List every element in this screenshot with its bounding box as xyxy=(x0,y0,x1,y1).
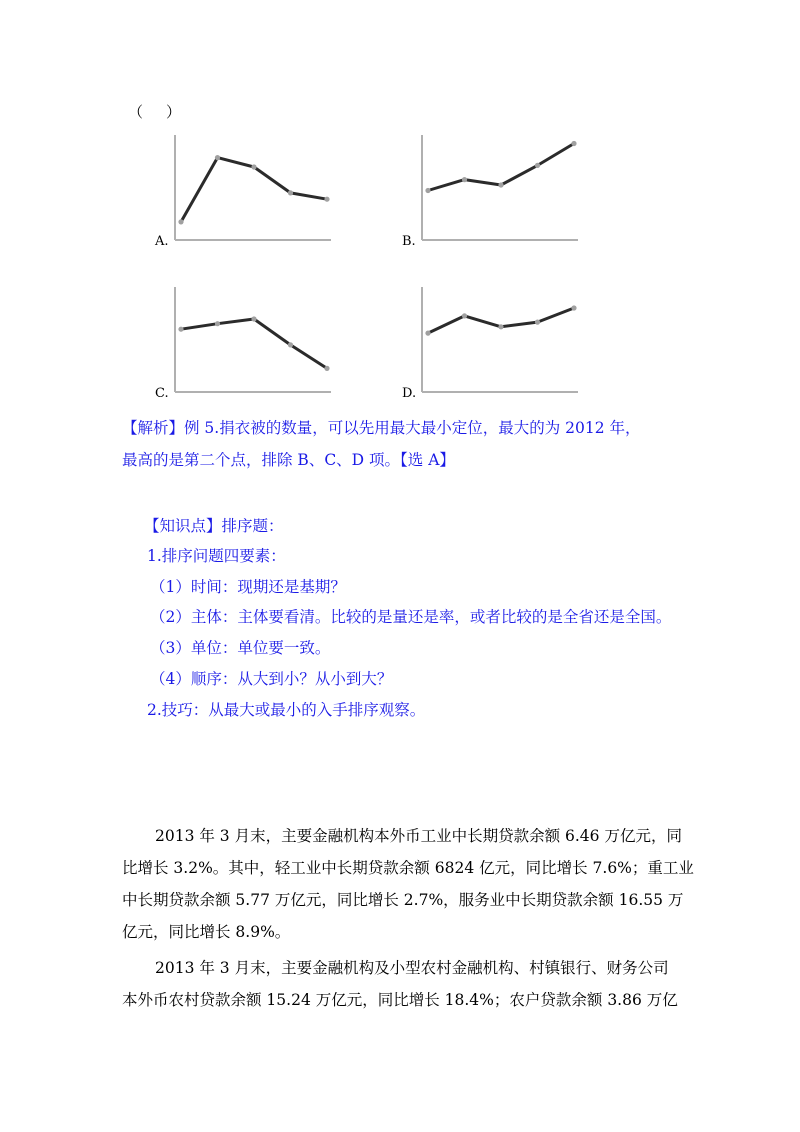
chart-c-point-5 xyxy=(324,366,329,371)
question-paren: （ ） xyxy=(128,103,186,121)
passage-p1-line-3: 中长期贷款余额 5.77 万亿元，同比增长 2.7%，服务业中长期贷款余额 16.55 万 xyxy=(122,891,684,909)
knowledge-item-4: （3）单位：单位要一致。 xyxy=(150,639,331,657)
chart-a-point-1 xyxy=(178,219,183,224)
knowledge-item-5: （4）顺序：从大到小？从小到大？ xyxy=(150,670,393,688)
passage-p1-line-2: 比增长 3.2%。其中，轻工业中长期贷款余额 6824 亿元，同比增长 7.6%；重工业 xyxy=(122,859,694,877)
knowledge-item-2: （1）时间：现期还是基期？ xyxy=(150,578,346,596)
chart-b-point-3 xyxy=(498,182,503,187)
chart-label-d: D. xyxy=(402,386,417,401)
chart-option-d[interactable] xyxy=(402,282,582,402)
chart-d-point-3 xyxy=(498,324,503,329)
chart-option-a[interactable] xyxy=(155,130,335,250)
chart-svg-d xyxy=(402,282,582,402)
chart-c-point-3 xyxy=(251,316,256,321)
chart-b-point-1 xyxy=(425,188,430,193)
chart-c-series-line xyxy=(181,319,327,368)
chart-svg-b xyxy=(402,130,582,250)
chart-d-point-2 xyxy=(462,313,467,318)
chart-a-point-4 xyxy=(288,190,293,195)
analysis-line-1: 【解析】例 5.捐衣被的数量，可以先用最大最小定位，最大的为 2012 年， xyxy=(122,419,641,437)
analysis-line-2: 最高的是第二个点，排除 B、C、D 项。【选 A】 xyxy=(122,451,455,469)
chart-a-point-3 xyxy=(251,164,256,169)
chart-b-point-5 xyxy=(571,141,576,146)
chart-label-c: C. xyxy=(155,386,169,401)
chart-b-point-2 xyxy=(462,177,467,182)
passage-p1-line-1: 2013 年 3 月末，主要金融机构本外币工业中长期贷款余额 6.46 万亿元，同 xyxy=(155,827,682,845)
chart-label-b: B. xyxy=(402,234,416,249)
knowledge-item-6: 2.技巧：从最大或最小的入手排序观察。 xyxy=(147,701,426,719)
chart-label-a: A. xyxy=(155,234,169,249)
passage-p2-line-1: 2013 年 3 月末，主要金融机构及小型农村金融机构、村镇银行、财务公司 xyxy=(155,959,669,977)
chart-c-point-4 xyxy=(288,342,293,347)
chart-d-point-5 xyxy=(571,305,576,310)
chart-d-point-4 xyxy=(535,320,540,325)
chart-a-point-2 xyxy=(215,155,220,160)
knowledge-heading: 【知识点】排序题： xyxy=(144,517,284,535)
knowledge-item-3: （2）主体：主体要看清。比较的是量还是率，或者比较的是全省还是全国。 xyxy=(150,608,672,626)
passage-p2-line-2: 本外币农村贷款余额 15.24 万亿元，同比增长 18.4%；农户贷款余额 3.86 万亿 xyxy=(122,991,678,1009)
chart-a-point-5 xyxy=(324,197,329,202)
knowledge-item-1: 1.排序问题四要素： xyxy=(147,547,286,565)
chart-b-point-4 xyxy=(535,163,540,168)
chart-option-c[interactable] xyxy=(155,282,335,402)
chart-svg-a xyxy=(155,130,335,250)
chart-option-b[interactable] xyxy=(402,130,582,250)
chart-c-point-2 xyxy=(215,321,220,326)
chart-c-point-1 xyxy=(178,327,183,332)
chart-d-point-1 xyxy=(425,331,430,336)
chart-svg-c xyxy=(155,282,335,402)
passage-p1-line-4: 亿元，同比增长 8.9%。 xyxy=(122,923,291,941)
